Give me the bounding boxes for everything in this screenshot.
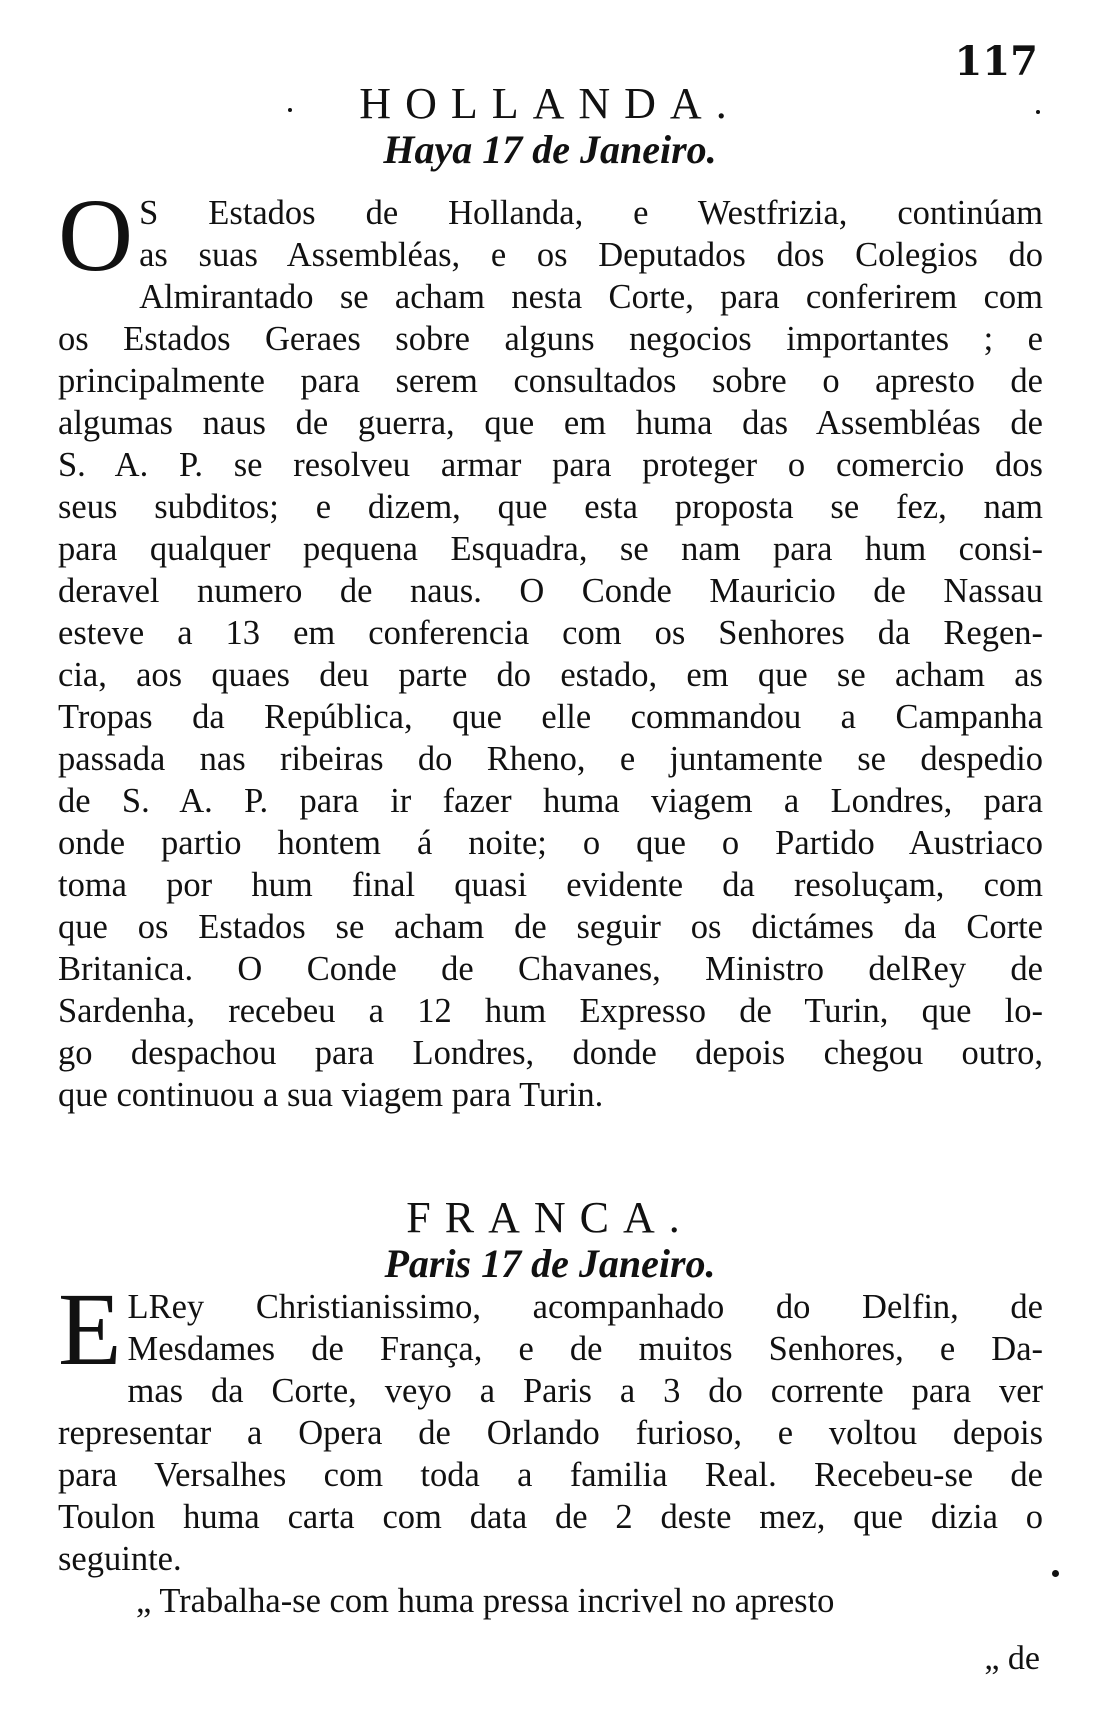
text-line: principalmente para serem consultados sobre o apresto de [58, 362, 1043, 400]
text-line: toma por hum final quasi evidente da resoluçam, com [58, 866, 1043, 904]
text-line: algumas naus de guerra, que em huma das Assembléas de [58, 404, 1043, 442]
text-line: S. A. P. se resolveu armar para proteger o comercio dos [58, 446, 1043, 484]
drop-cap: O [58, 178, 134, 293]
text-line: que os Estados se acham de seguir os dictámes da Corte [58, 908, 1043, 946]
ink-speck [288, 108, 292, 112]
text-line: Almirantado se acham nesta Corte, para conferirem com [139, 278, 1043, 316]
section-heading-franca: FRANCA. [406, 1193, 694, 1242]
ink-speck [1036, 110, 1040, 114]
catchword: „ de [984, 1640, 1040, 1677]
dateline-paris: Paris 17 de Janeiro. [384, 1241, 716, 1286]
article-franca [58, 1272, 1043, 1622]
text-line: Britanica. O Conde de Chavanes, Ministro delRey de [58, 950, 1043, 988]
text-line: onde partio hontem á noite; o que o Partido Austriaco [58, 824, 1043, 862]
text-line: os Estados Geraes sobre alguns negocios importantes ; e [58, 320, 1043, 358]
page-number: 117 [954, 38, 1038, 85]
article-hollanda [58, 178, 1043, 1116]
text-line: Sardenha, recebeu a 12 hum Expresso de Turin, que lo- [58, 992, 1043, 1030]
text-line: seus subditos; e dizem, que esta proposta se fez, nam [58, 488, 1043, 526]
ink-speck [1052, 1570, 1059, 1577]
text-line: para qualquer pequena Esquadra, se nam para hum consi- [58, 530, 1043, 568]
text-line: go despachou para Londres, donde depois chegou outro, [58, 1034, 1043, 1072]
text-line: S Estados de Hollanda, e Westfrizia, continúam [139, 194, 1043, 232]
text-line: esteve a 13 em conferencia com os Senhores da Regen- [58, 614, 1043, 652]
text-line: Mesdames de França, e de muitos Senhores, e Da- [127, 1330, 1043, 1368]
text-line: as suas Assembléas, e os Deputados dos Colegios do [139, 236, 1043, 274]
text-line: cia, aos quaes deu parte do estado, em que se acham as [58, 656, 1043, 694]
text-line: para Versalhes com toda a familia Real. Recebeu-se de [58, 1456, 1043, 1494]
text-line: deravel numero de naus. O Conde Mauricio de Nassau [58, 572, 1043, 610]
section-heading-hollanda: HOLLANDA. [359, 79, 741, 128]
text-line: Tropas da República, que elle commandou a Campanha [58, 698, 1043, 736]
text-line: representar a Opera de Orlando furioso, e voltou depois [58, 1414, 1043, 1452]
text-line: Toulon huma carta com data de 2 deste mez, que dizia o [58, 1498, 1043, 1536]
dateline-haya: Haya 17 de Janeiro. [383, 127, 717, 172]
quote-line: „ Trabalha-se com huma pressa incrivel no apresto [136, 1582, 835, 1620]
text-line: LRey Christianissimo, acompanhado do Delfin, de [127, 1288, 1043, 1326]
text-line: passada nas ribeiras do Rheno, e juntamente se despedio [58, 740, 1043, 778]
text-line: mas da Corte, veyo a Paris a 3 do corrente para ver [127, 1372, 1043, 1410]
text-line: de S. A. P. para ir fazer huma viagem a Londres, para [58, 782, 1043, 820]
text-line: seguinte. [58, 1540, 182, 1578]
drop-cap: E [58, 1272, 122, 1387]
text-line: que continuou a sua viagem para Turin. [58, 1076, 604, 1114]
